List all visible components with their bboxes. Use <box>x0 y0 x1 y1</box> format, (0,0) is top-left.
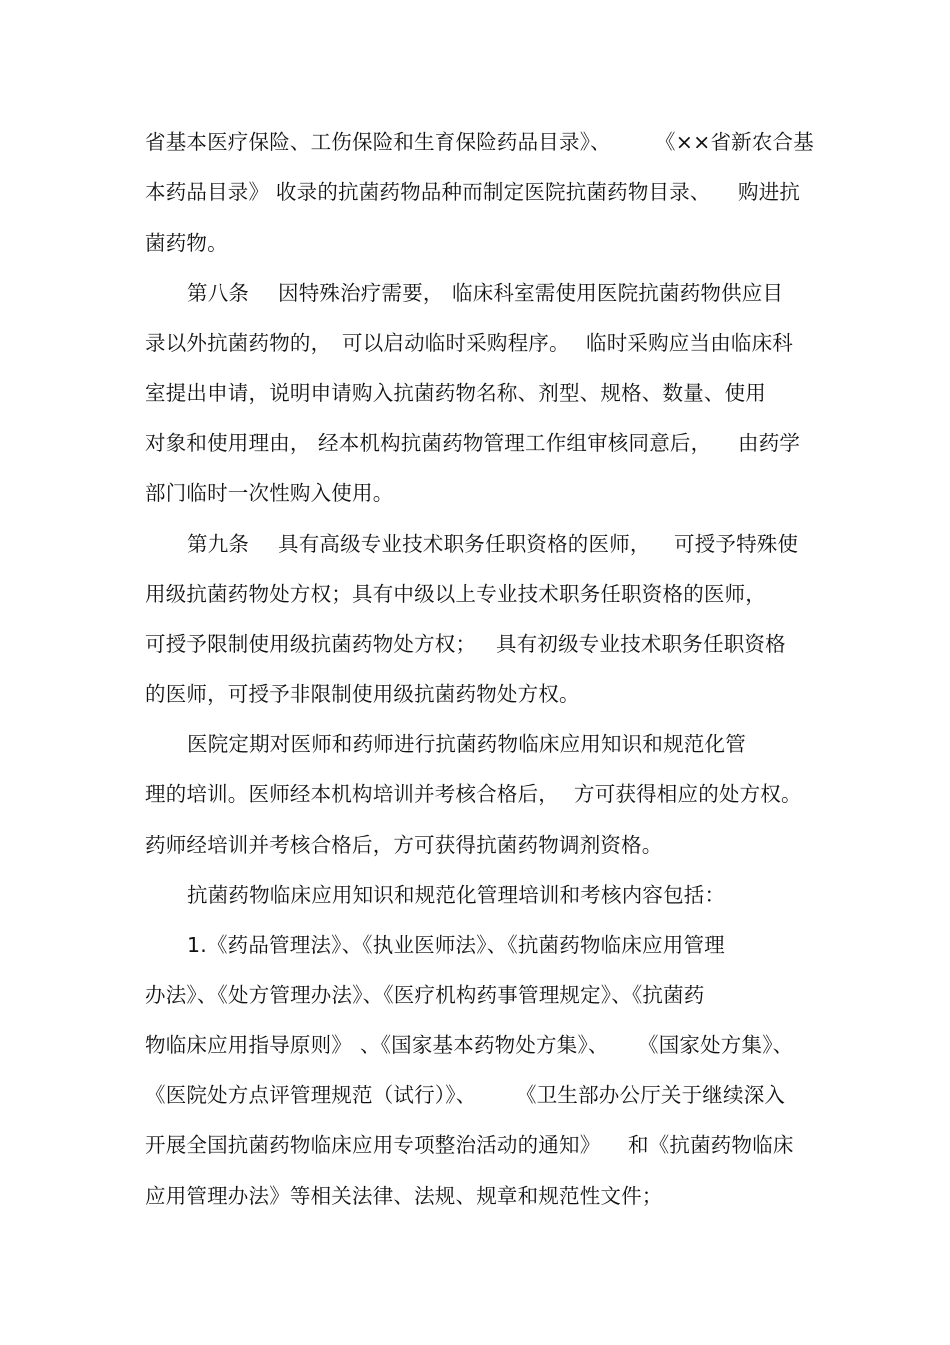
text-segment: 用级抗菌药物处方权；具有中级以上专业技术职务任职资格的医师， <box>145 582 766 606</box>
text-segment: 应用管理办法》等相关法律、法规、规章和规范性文件； <box>145 1184 663 1208</box>
text-line <box>0 278 950 308</box>
text-segment: 可授予特殊使 <box>674 532 799 556</box>
text-segment: 抗菌药物临床应用知识和规范化管理培训和考核内容包括： <box>187 883 726 907</box>
text-segment: 和《抗菌药物临床 <box>628 1133 794 1157</box>
text-segment: 具有初级专业技术职务任职资格 <box>496 632 786 656</box>
text-line <box>0 930 950 960</box>
text-line <box>0 228 950 258</box>
text-segment: 医院定期对医师和药师进行抗菌药物临床应用知识和规范化管 <box>187 732 746 756</box>
text-segment: 菌药物。 <box>145 231 228 255</box>
article-heading: 第九条 <box>187 532 250 556</box>
text-line <box>0 529 950 559</box>
text-segment: 物临床应用指导原则》 <box>145 1033 352 1057</box>
text-segment: 部门临时一次性购入使用。 <box>145 481 394 505</box>
text-segment: 室提出申请，说明申请购入抗菌药物名称、剂型、规格、数量、使用 <box>145 381 766 405</box>
text-segment: 《国家处方集》、 <box>638 1033 794 1057</box>
text-line <box>0 980 950 1010</box>
text-segment: 具有高级专业技术职务任职资格的医师， <box>278 532 651 556</box>
text-segment: 理的培训。医师经本机构培训并考核合格后， <box>145 782 559 806</box>
text-line <box>0 177 950 207</box>
text-line <box>0 579 950 609</box>
text-segment: 的医师，可授予非限制使用级抗菌药物处方权。 <box>145 682 580 706</box>
article-heading: 第八条 <box>187 281 250 305</box>
text-segment: 由药学 <box>738 431 801 455</box>
text-line <box>0 1030 950 1060</box>
text-line <box>0 779 950 809</box>
text-segment: 、《国家基本药物处方集》、 <box>360 1033 609 1057</box>
text-line <box>0 478 950 508</box>
text-line <box>0 629 950 659</box>
text-segment: 开展全国抗菌药物临床应用专项整治活动的通知》 <box>145 1133 601 1157</box>
text-line <box>0 729 950 759</box>
text-segment: 《××省新农合基 <box>655 130 814 154</box>
text-segment: 药师经培训并考核合格后，方可获得抗菌药物调剂资格。 <box>145 833 663 857</box>
text-segment: 本药品目录》 收录的抗菌药物品种而制定医院抗菌药物目录、 <box>145 180 711 204</box>
text-line <box>0 679 950 709</box>
text-line <box>0 127 950 157</box>
text-line <box>0 1080 950 1110</box>
text-segment: 购进抗 <box>738 180 801 204</box>
text-line <box>0 428 950 458</box>
text-segment: 对象和使用理由， <box>145 431 311 455</box>
text-segment: 《卫生部办公厅关于继续深入 <box>516 1083 786 1107</box>
text-segment: 省基本医疗保险、工伤保险和生育保险药品目录》、 <box>145 130 611 154</box>
text-segment: 办法》、《处方管理办法》、《医疗机构药事管理规定》、《抗菌药 <box>145 983 705 1007</box>
text-segment: 1.《药品管理法》、《执业医师法》、《抗菌药物临床应用管理 <box>187 933 725 957</box>
text-segment: 临时采购应当由临床科 <box>586 331 793 355</box>
text-segment: 经本机构抗菌药物管理工作组审核同意后， <box>318 431 712 455</box>
text-segment: 方可获得相应的处方权。 <box>574 782 802 806</box>
text-line <box>0 378 950 408</box>
text-segment: 可以启动临时采购程序。 <box>342 331 570 355</box>
text-segment: 因特殊治疗需要， <box>278 281 444 305</box>
text-line <box>0 830 950 860</box>
text-line <box>0 1130 950 1160</box>
text-segment: 录以外抗菌药物的， <box>145 331 332 355</box>
text-line <box>0 1181 950 1211</box>
text-segment: 《医院处方点评管理规范（试行）》、 <box>145 1083 477 1107</box>
text-line <box>0 328 950 358</box>
text-segment: 临床科室需使用医院抗菌药物供应目 <box>452 281 784 305</box>
text-segment: 可授予限制使用级抗菌药物处方权； <box>145 632 477 656</box>
text-line <box>0 880 950 910</box>
